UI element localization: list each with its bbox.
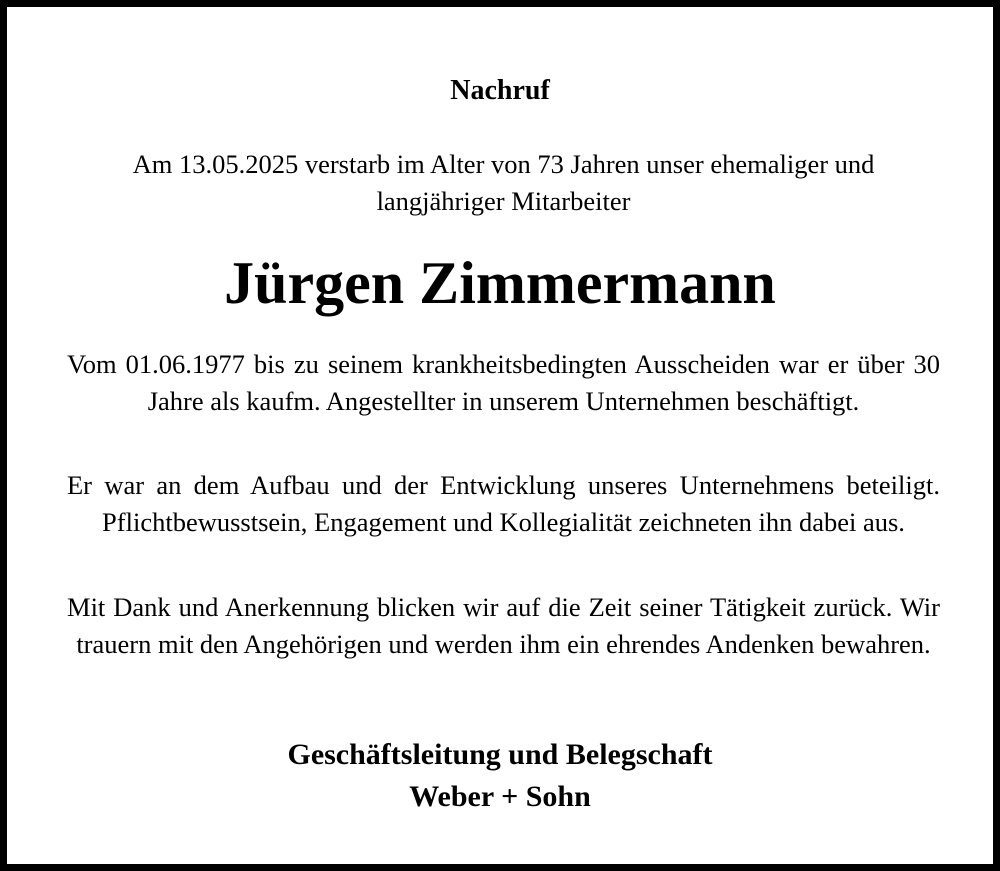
paragraph-gratitude: Mit Dank und Anerkennung blicken wir auf die Zeit seiner Tätigkeit zurück. Wir trauern mit den Angehörigen und werden ihm ein ehrendes Andenken bewahren. — [67, 592, 940, 659]
signature-line-company: Weber + Sohn — [409, 780, 591, 813]
notice-heading: Nachruf — [450, 75, 550, 106]
intro-text: Am 13.05.2025 verstarb im Alter von 73 Jahren unser ehemaliger und langjähriger Mitarbeiter — [132, 149, 875, 216]
paragraph-contribution: Er war an dem Aufbau und der Entwicklung unseres Unternehmens beteiligt. Pflichtbewusstsein, Engagement und Kollegialität zeichneten ihn dabei aus. — [67, 470, 940, 537]
deceased-name: Jürgen Zimmermann — [224, 250, 776, 316]
paragraph-employment: Vom 01.06.1977 bis zu seinem krankheitsbedingten Ausscheiden war er über 30 Jahre als kaufm. Angestellter in unserem Unternehmen beschäftigt. — [67, 349, 940, 416]
signature-block — [7, 734, 993, 818]
signature-line-management: Geschäftsleitung und Belegschaft — [287, 738, 713, 771]
